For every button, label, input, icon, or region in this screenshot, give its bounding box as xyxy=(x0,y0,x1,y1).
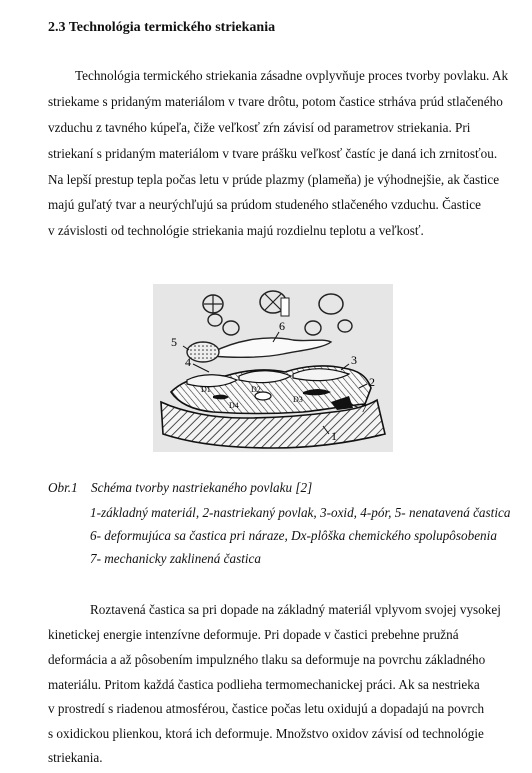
text-line: Roztavená častica sa pri dopade na základný materiál vplyvom svojej vysokej xyxy=(90,602,501,617)
text-line: v závislosti od technológie striekania majú rozdielnu teplotu a veľkosť. xyxy=(48,223,424,238)
figure-title: Schéma tvorby nastriekaného povlaku [2] xyxy=(91,480,313,495)
text-line: majú guľatý tvar a neurýchľujú sa prúdom studeného stlačeného vzduchu. Častice xyxy=(48,197,481,212)
figure-legend-line: 6- deformujúca sa častica pri náraze, Dx-plôška chemického spolupôsobenia xyxy=(90,528,497,543)
text-line: s oxidickou plienkou, ktorá ich deformuje. Množstvo oxidov závisí od technológie xyxy=(48,726,484,741)
label-d3: D3 xyxy=(293,395,303,404)
figure-legend-line: 1-základný materiál, 2-nastriekaný povlak, 3-oxid, 4-pór, 5- nenatavená častica xyxy=(90,505,511,520)
text-line: deformácia a až pôsobením impulzného tlaku sa deformuje na povrchu základného xyxy=(48,652,486,667)
label-1: 1 xyxy=(331,429,337,443)
label-d1: D1 xyxy=(201,385,211,394)
label-d4: D4 xyxy=(229,401,239,410)
label-d2: D2 xyxy=(251,385,261,394)
label-6: 6 xyxy=(279,319,285,333)
text-line: materiálu. Pritom každá častica podlieha termomechanickej práci. Ak sa nestriekа xyxy=(48,677,480,692)
text-line: striekaní s pridaným materiálom v tvare prášku veľkosť častíc je daná ich zrnitosťou. xyxy=(48,146,498,161)
text-line: striekame s pridaným materiálom v tvare drôtu, potom častice strháva prúd stlačeného xyxy=(48,94,503,109)
label-2: 2 xyxy=(369,375,375,389)
label-4: 4 xyxy=(185,355,191,369)
text-line: Technológia termického striekania zásadne ovplyvňuje proces tvorby povlaku. Ak xyxy=(75,68,509,83)
coating-schematic-figure xyxy=(153,284,393,452)
figure-label: Obr.1 xyxy=(48,480,78,495)
text-line: v prostredí s riadenou atmosférou, častice počas letu oxidujú a dopadajú na povrch xyxy=(48,701,485,716)
unmelted-particle xyxy=(187,342,219,362)
label-3: 3 xyxy=(351,353,357,367)
text-line: vzduchu z tavného kúpeľa, čiže veľkosť zŕn závisí od parametrov striekania. Pri xyxy=(48,120,471,135)
deforming-particle xyxy=(213,338,331,357)
figure-legend-line: 7- mechanicky zaklinená častica xyxy=(90,551,262,566)
text-line: kinetickej energie intenzívne deformuje. Pri dopade v častici prebehne pružná xyxy=(48,627,459,642)
text-line: striekania. xyxy=(48,750,103,765)
label-7: 7 xyxy=(361,401,367,415)
falling-particle xyxy=(319,294,343,314)
text-line: Na lepší prestup tepla počas letu v prúde plazmy (plameňa) je výhodnejšie, ak častice xyxy=(48,172,500,187)
coating-schematic-drawing xyxy=(153,284,393,452)
label-5: 5 xyxy=(171,335,177,349)
section-heading: 2.3 Technológia termického striekania xyxy=(48,20,276,35)
